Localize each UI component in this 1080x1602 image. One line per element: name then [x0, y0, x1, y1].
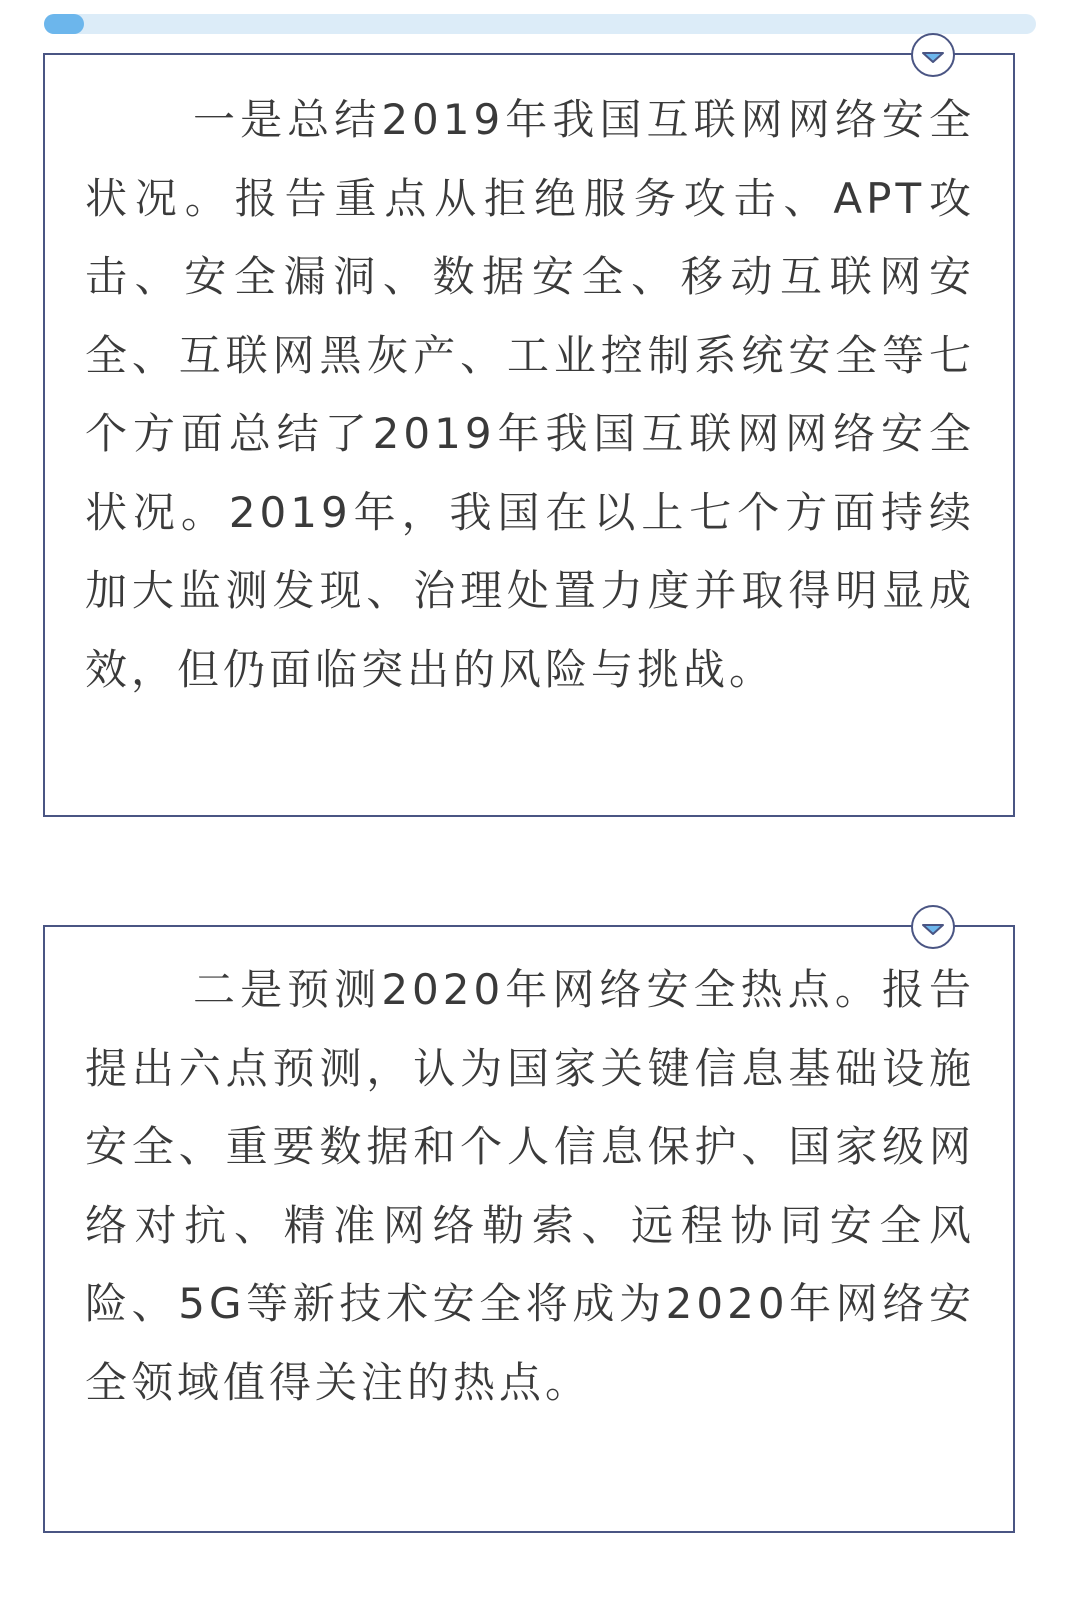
- chevron-down-icon: [911, 905, 955, 949]
- section-card-2: [43, 925, 1015, 1533]
- chevron-down-icon: [911, 33, 955, 77]
- top-bar-knob: [44, 14, 84, 34]
- section-text-1: 一是总结2019年我国互联网网络安全状况。报告重点从拒绝服务攻击、APT攻击、安全漏洞、数据安全、移动互联网安全、互联网黑灰产、工业控制系统安全等七个方面总结了2019年我国互联网网络安全状况。2019年，我国在以上七个方面持续加大监测发现、治理处置力度并取得明显成效，但仍面临突出的风险与挑战。: [85, 95, 975, 694]
- top-decoration-bar: [44, 14, 1036, 34]
- section-card-1: [43, 53, 1015, 817]
- section-text-2: 二是预测2020年网络安全热点。报告提出六点预测，认为国家关键信息基础设施安全、重要数据和个人信息保护、国家级网络对抗、精准网络勒索、远程协同安全风险、5G等新技术安全将成为2020年网络安全领域值得关注的热点。: [85, 965, 975, 1407]
